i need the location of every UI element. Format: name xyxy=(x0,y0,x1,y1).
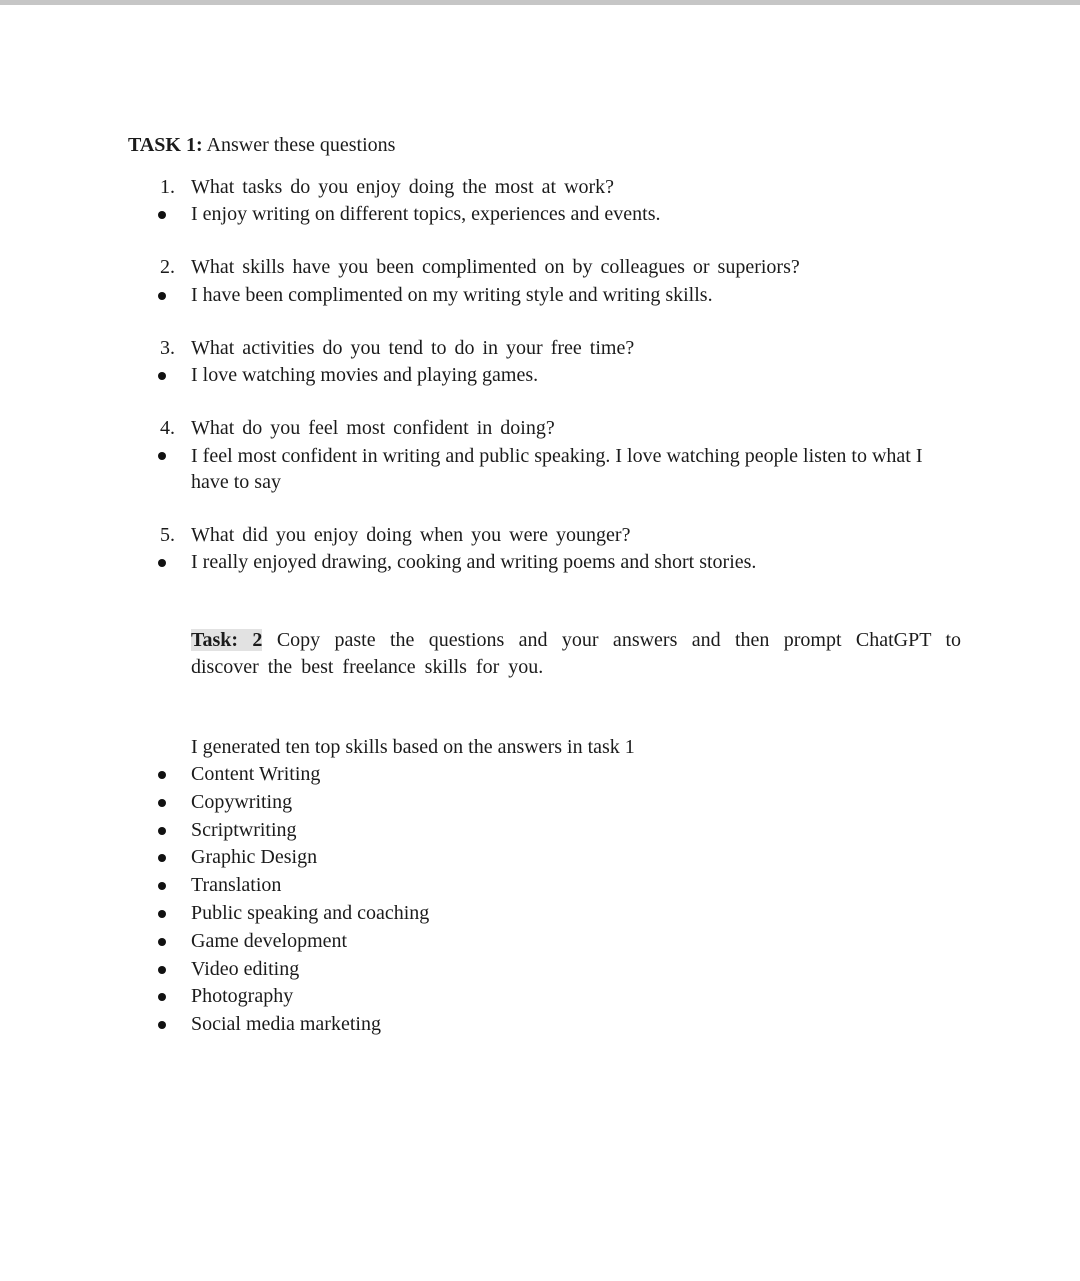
bullet-icon xyxy=(158,882,166,890)
question-number: 1. xyxy=(160,176,175,198)
question-text: What skills have you been complimented on by colleagues or superiors? xyxy=(191,256,800,278)
answer-text: I enjoy writing on different topics, experiences and events. xyxy=(191,203,661,225)
answer-text: I have been complimented on my writing style and writing skills. xyxy=(191,284,713,306)
bullet-icon xyxy=(158,938,166,946)
bullet-icon xyxy=(158,452,166,460)
answer-text: I feel most confident in writing and public speaking. I love watching people listen to what I have to say xyxy=(191,445,923,493)
bullet-icon xyxy=(158,827,166,835)
answer-text: I love watching movies and playing games. xyxy=(191,364,539,386)
question-text: What activities do you tend to do in your free time? xyxy=(191,337,635,359)
question-number: 2. xyxy=(160,256,175,278)
skill-item: Translation xyxy=(191,874,282,896)
task1-heading xyxy=(128,133,395,157)
question-text: What do you feel most confident in doing? xyxy=(191,417,555,439)
bullet-icon xyxy=(158,910,166,918)
skill-item: Scriptwriting xyxy=(191,819,297,841)
bullet-icon xyxy=(158,292,166,300)
bullet-icon xyxy=(158,559,166,567)
skill-item: Social media marketing xyxy=(191,1013,381,1035)
answer-text: I really enjoyed drawing, cooking and writing poems and short stories. xyxy=(191,551,757,573)
bullet-icon xyxy=(158,993,166,1001)
question-text: What tasks do you enjoy doing the most at work? xyxy=(191,176,615,198)
bullet-icon xyxy=(158,799,166,807)
bullet-icon xyxy=(158,854,166,862)
task2-text: Copy paste the questions and your answers and then prompt ChatGPT to discover the best freelance skills for you. xyxy=(191,629,961,678)
bullet-icon xyxy=(158,1021,166,1029)
bullet-icon xyxy=(158,372,166,380)
skill-item: Photography xyxy=(191,985,294,1007)
question-number: 4. xyxy=(160,417,175,439)
skill-item: Public speaking and coaching xyxy=(191,902,430,924)
skill-item: Graphic Design xyxy=(191,846,318,868)
skill-item: Copywriting xyxy=(191,791,293,813)
skill-item: Content Writing xyxy=(191,763,321,785)
question-number: 3. xyxy=(160,337,175,359)
bullet-icon xyxy=(158,966,166,974)
task2-label: Task: 2 xyxy=(191,629,263,651)
task1-title: Answer these questions xyxy=(206,134,396,156)
question-text: What did you enjoy doing when you were younger? xyxy=(191,524,631,546)
question-number: 5. xyxy=(160,524,175,546)
bullet-icon xyxy=(158,211,166,219)
bullet-icon xyxy=(158,771,166,779)
skill-item: Video editing xyxy=(191,958,300,980)
task2-paragraph xyxy=(191,627,961,681)
skills-intro: I generated ten top skills based on the answers in task 1 xyxy=(191,736,635,758)
skill-item: Game development xyxy=(191,930,348,952)
task1-label: TASK 1: xyxy=(128,134,203,156)
